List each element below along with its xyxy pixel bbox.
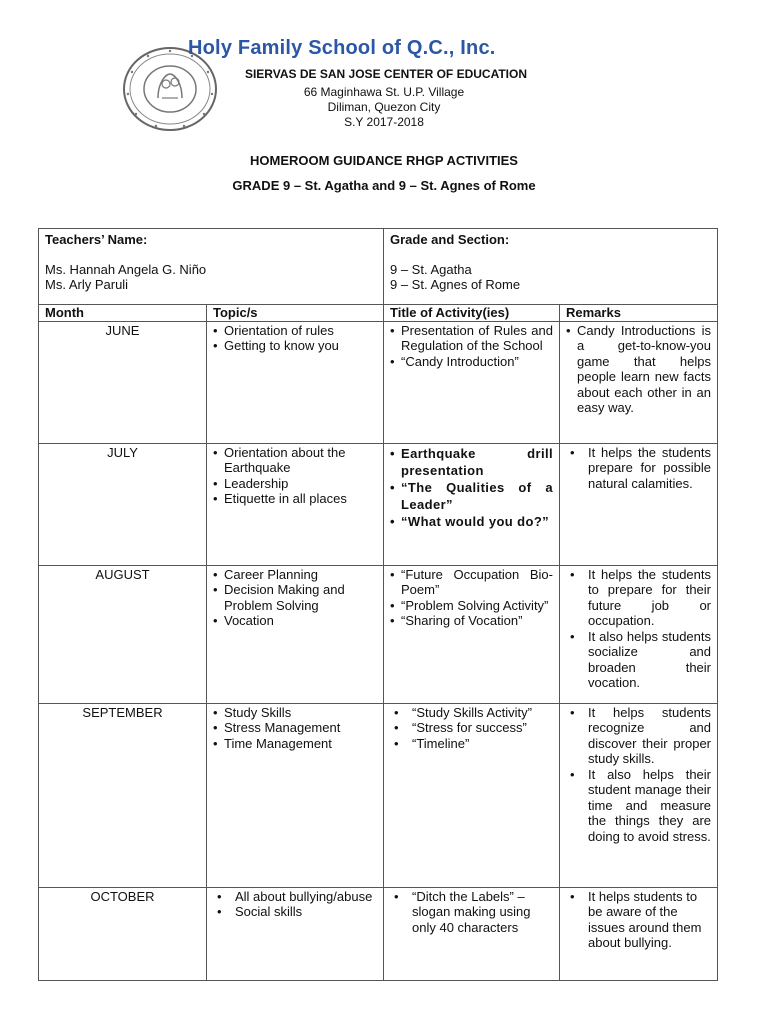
column-header-remarks: Remarks	[560, 305, 718, 322]
activities-table	[38, 228, 718, 981]
remarks-cell	[560, 565, 718, 703]
activity-item: • “Ditch the Labels” – slogan making using only 40 characters	[390, 889, 553, 936]
remark-item: • It also helps students socialize and broaden their vocation.	[566, 629, 711, 691]
remark-item: • It helps students recognize and discover their proper study skills.	[566, 705, 711, 767]
month-cell: SEPTEMBER	[39, 703, 207, 887]
topic-item: • Leadership	[213, 476, 377, 492]
info-row	[39, 229, 718, 305]
topics-cell	[207, 703, 384, 887]
activities-cell	[384, 887, 560, 980]
activities-cell	[384, 565, 560, 703]
topic-item: • All about bullying/abuse	[213, 889, 377, 905]
activity-item: • Earthquake drill presentation	[390, 445, 553, 479]
topics-cell	[207, 565, 384, 703]
section-name: 9 – St. Agnes of Rome	[390, 277, 521, 292]
activities-cell	[384, 321, 560, 443]
month-cell: AUGUST	[39, 565, 207, 703]
grade-line: GRADE 9 – St. Agatha and 9 – St. Agnes of Rome	[232, 178, 536, 193]
table-row	[39, 887, 718, 980]
teacher-name: Ms. Hannah Angela G. Niño	[45, 261, 207, 277]
activity-item: • “Sharing of Vocation”	[390, 613, 553, 629]
topic-item: • Getting to know you	[213, 338, 377, 354]
activity-item: • “Stress for success”	[390, 720, 553, 736]
remark-item: • Candy Introductions is a get-to-know-you game that helps people learn new facts about each other in an easy way.	[566, 323, 711, 416]
topic-item: • Orientation of rules	[213, 323, 377, 339]
grade-section-label: Grade and Section:	[390, 232, 510, 247]
remarks-cell	[560, 321, 718, 443]
activity-item: • “What would you do?”	[390, 513, 553, 530]
topic-item: • Vocation	[213, 613, 377, 629]
activity-item: • “Study Skills Activity”	[390, 705, 553, 721]
school-name: Holy Family School of Q.C., Inc.	[188, 37, 496, 59]
remarks-cell	[560, 887, 718, 980]
month-cell: OCTOBER	[39, 887, 207, 980]
teachers-cell	[39, 229, 384, 305]
activity-item: • Presentation of Rules and Regulation of the School	[390, 323, 553, 354]
topics-cell	[207, 321, 384, 443]
address-line-1: 66 Maginhawa St. U.P. Village	[303, 85, 465, 99]
teacher-name: Ms. Arly Paruli	[45, 277, 129, 292]
month-cell: JUNE	[39, 321, 207, 443]
topics-cell	[207, 443, 384, 565]
remark-item: • It helps students to be aware of the issues around them about bullying.	[566, 889, 711, 951]
section-name: 9 – St. Agatha	[390, 261, 472, 277]
activity-item: • “Future Occupation Bio-Poem”	[390, 567, 553, 598]
table-row	[39, 565, 718, 703]
topic-item: • Orientation about the Earthquake	[213, 445, 377, 476]
grade-section-cell	[384, 229, 718, 305]
remark-item: • It helps the students to prepare for their future job or occupation.	[566, 567, 711, 629]
month-cell: JULY	[39, 443, 207, 565]
center-name: SIERVAS DE SAN JOSE CENTER OF EDUCATION	[244, 67, 528, 81]
column-header-row	[39, 305, 718, 322]
teachers-label: Teachers’ Name:	[45, 232, 148, 247]
topic-item: • Stress Management	[213, 720, 377, 736]
remark-item: • It also helps their student manage their time and measure the things they are doing to avoid stress.	[566, 767, 711, 845]
activities-cell	[384, 703, 560, 887]
topics-cell	[207, 887, 384, 980]
table-row	[39, 443, 718, 565]
activity-item: • “Timeline”	[390, 736, 553, 752]
topic-item: • Study Skills	[213, 705, 377, 721]
column-header-month: Month	[39, 305, 207, 322]
remark-item: • It helps the students prepare for possible natural calamities.	[566, 445, 711, 492]
activity-item: • “Problem Solving Activity”	[390, 598, 553, 614]
activity-item: • “The Qualities of a Leader”	[390, 479, 553, 513]
activities-cell	[384, 443, 560, 565]
table-row	[39, 321, 718, 443]
activity-item: • “Candy Introduction”	[390, 354, 553, 370]
document-title: HOMEROOM GUIDANCE RHGP ACTIVITIES	[250, 153, 518, 168]
column-header-activities: Title of Activity(ies)	[384, 305, 560, 322]
topic-item: • Career Planning	[213, 567, 377, 583]
table-row	[39, 703, 718, 887]
column-header-topics: Topic/s	[207, 305, 384, 322]
topic-item: • Time Management	[213, 736, 377, 752]
remarks-cell	[560, 443, 718, 565]
topic-item: • Etiquette in all places	[213, 491, 377, 507]
topic-item: • Social skills	[213, 904, 377, 920]
address-line-2: Diliman, Quezon City	[327, 100, 441, 114]
remarks-cell	[560, 703, 718, 887]
school-year: S.Y 2017-2018	[344, 115, 424, 129]
topic-item: • Decision Making and Problem Solving	[213, 582, 377, 613]
